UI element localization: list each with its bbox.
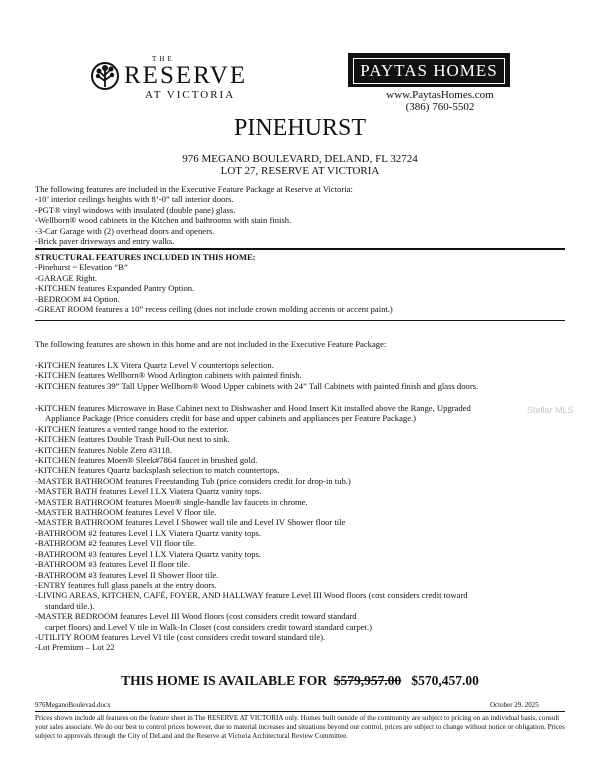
list-item: -KITCHEN features Double Trash Pull-Out next to sink. [35,434,230,445]
list-item: -MASTER BATHROOM features Level V floor tile. [35,507,217,518]
list-item: carpet floors) and Level V tile in Walk-In Closet (cost considers credit toward standard carpet.) [45,621,372,632]
list-item: -BATHROOM #3 features Level I LX Viatera Quartz vanity tops. [35,548,262,559]
list-item: -MASTER BATHROOM features Level I Shower wall tile and Level IV Shower floor tile [35,517,346,528]
builder-contact [380,89,500,113]
list-item: -LIVING AREAS, KITCHEN, CAFÉ, FOYER, AND HALLWAY feature Level III Wood floors (cost considers credit toward [35,590,468,601]
list-item: -ENTRY features full glass panels at the entry doors. [35,579,217,590]
list-item: -KITCHEN features Quartz backsplash selection to match countertops. [35,465,280,476]
list-item: -KITCHEN features Expanded Pantry Option. [35,283,195,294]
list-item: -MASTER BATHROOM features Moen® single-handle lav faucets in chrome. [35,496,308,507]
old-price: $579,957.00 [333,673,402,688]
executive-intro: The following features are included in the Executive Feature Package at Reserve at Victoria: [35,184,353,194]
list-item: -PGT® vinyl windows with insulated (double pane) glass. [35,204,236,215]
street-address: 976 MEGANO BOULEVARD, DELAND, FL 32724 [182,153,418,165]
phone-number: (386) 760-5502 [405,101,475,113]
new-price: $570,457.00 [411,673,479,688]
list-item: -KITCHEN features 39” Tall Upper Wellborn® Wood Upper cabinets with 24” Tall Cabinets with painted finish and glass doors. [35,380,479,391]
options-group-2 [35,403,565,653]
model-name: PINEHURST [233,115,366,141]
website-link[interactable]: www.PaytasHomes.com [386,89,494,101]
paytas-homes-logo [348,53,510,87]
list-item: Appliance Package (Price considers credit for base and upper cabinets and appliances per Feature Package.) [45,413,417,424]
disclaimer: Prices shown include all features on the feature sheet in The RESERVE AT VICTORIA only. Homes built outside of the community are subject to pricing on an individual basis, consult your sales associate. We do our best to control prices however, due to material increases and situations beyond our control, prices are subject to change without notice or obligation. Prices subject to approvals through the City of DeLand and the Reserve at Victoria Architectural Review Committee. [35,714,565,740]
list-item: -BATHROOM #3 features Level II Shower floor tile. [35,569,219,580]
list-item: -KITCHEN features Noble Zero #3118. [35,444,172,455]
options-group-1 [35,360,565,391]
structural-heading: STRUCTURAL FEATURES INCLUDED IN THIS HOME: [35,252,256,262]
list-item: -3-Car Garage with (2) overhead doors and openers. [35,225,215,236]
logo-the: THE [152,55,175,63]
price-label: THIS HOME IS AVAILABLE FOR [121,673,327,688]
list-item: -Brick paver driveways and entry walks. [35,236,175,247]
list-item: -BATHROOM #2 features Level I LX Viatera Quartz vanity tops. [35,527,262,538]
divider [35,248,565,250]
list-item: -GREAT ROOM features a 10” recess ceiling (does not include crown molding accents or accent paint.) [35,304,393,315]
list-item: -Pinehurst ~ Elevation “B” [35,262,128,273]
divider [35,711,565,712]
price-line [0,673,600,689]
paytas-homes-logo-text: PAYTAS HOMES [353,58,505,84]
list-item: -KITCHEN features a vented range hood to the exterior. [35,423,229,434]
logo-reserve: RESERVE [124,62,248,89]
list-item: -KITCHEN features LX Vitera Quartz Level V countertops selection. [35,360,274,370]
logo-at-victoria: AT VICTORIA [145,89,236,101]
list-item: -10’ interior ceilings heights with 8’-0” tall interior doors. [35,194,234,205]
list-item: -MASTER BATHROOM features Freestanding Tub (price considers credit for drop-in tub.) [35,475,351,486]
list-item: -MASTER BATH features Level I LX Viatera Quartz vanity tops. [35,486,262,497]
list-item: -BEDROOM #4 Option. [35,293,120,304]
list-item: -GARAGE Right. [35,272,98,283]
list-item: -MASTER BEDROOM features Level III Wood floors (cost considers credit toward standard [35,611,357,622]
document-filename: 976MeganoBoulevad.docx [35,701,111,709]
divider [35,320,565,321]
list-item: -KITCHEN features Moen® Sleek#7864 faucet in brushed gold. [35,455,258,466]
options-intro: The following features are shown in this home and are not included in the Executive Feature Package: [35,339,387,349]
list-item: -KITCHEN features Wellborn® Wood Arlington cabinets with painted finish. [35,370,302,381]
lot-line: LOT 27, RESERVE AT VICTORIA [220,165,380,177]
list-item: -KITCHEN features Microwave in Base Cabinet next to Dishwasher and Hood Insert Kit installed above the Range, Upgraded [35,403,471,413]
list-item: -UTILITY ROOM features Level VI tile (cost considers credit toward standard tile). [35,631,326,642]
list-item: -BATHROOM #2 features Level VII floor tile. [35,538,196,549]
structural-features [35,252,565,314]
executive-features [35,184,565,246]
list-item: -Lot Premium – Lot 22 [35,642,115,653]
property-address [0,153,600,177]
list-item: -Wellborn® wood cabinets in the Kitchen and bathrooms with stain finish. [35,215,292,226]
list-item: -BATHROOM #3 features Level II floor tile. [35,559,190,570]
tree-logo-icon [90,61,120,91]
list-item: standard tile.). [45,600,95,611]
document-date: October 29, 2025 [490,701,539,709]
mls-watermark: Stellar MLS [527,405,574,415]
